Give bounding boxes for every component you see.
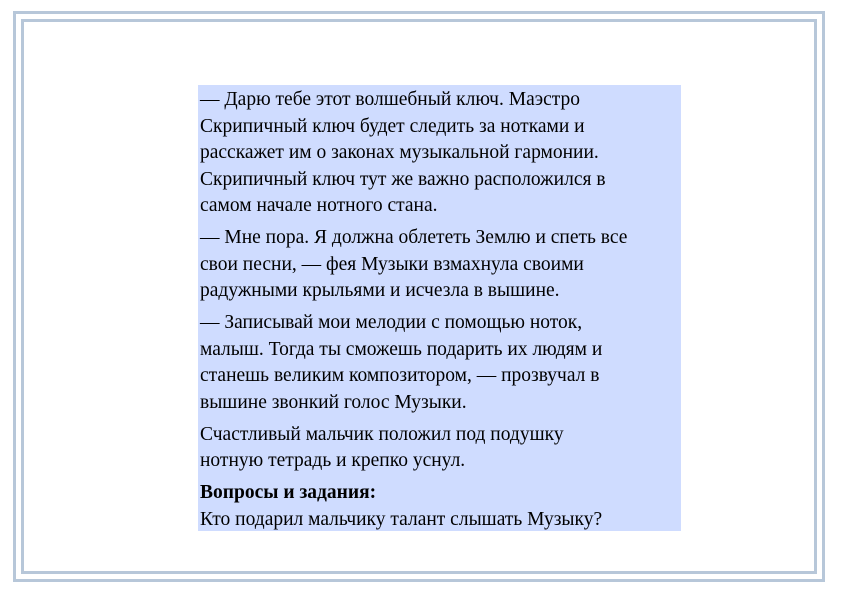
story-paragraph-4: Счастливый мальчик положил под подушку нотную тетрадь и крепко уснул. — [200, 423, 564, 471]
question-text: Кто подарил мальчику талант слышать Музыку? — [200, 508, 603, 530]
questions-heading: Вопросы и задания: — [200, 482, 377, 503]
story-paragraph-1: — Дарю тебе этот волшебный ключ. Маэстро Скрипичный ключ будет следить за нотками и расскажет им о законах музыкальной гармонии. Скрипичный ключ тут же важно расположился в самом начале нотного стана. — [200, 89, 606, 216]
story-paragraph-2: — Мне пора. Я должна облететь Землю и спеть все свои песни, — фея Музыки взмахнула своими радужными крыльями и исчезла в вышине. — [200, 227, 628, 301]
story-paragraph-3: — Записывай мои мелодии с помощью ноток, малыш. Тогда ты сможешь подарить их людям и станешь великим композитором, — прозвучал в вышине звонкий голос Музыки. — [200, 312, 603, 413]
story-text-box — [198, 85, 681, 531]
